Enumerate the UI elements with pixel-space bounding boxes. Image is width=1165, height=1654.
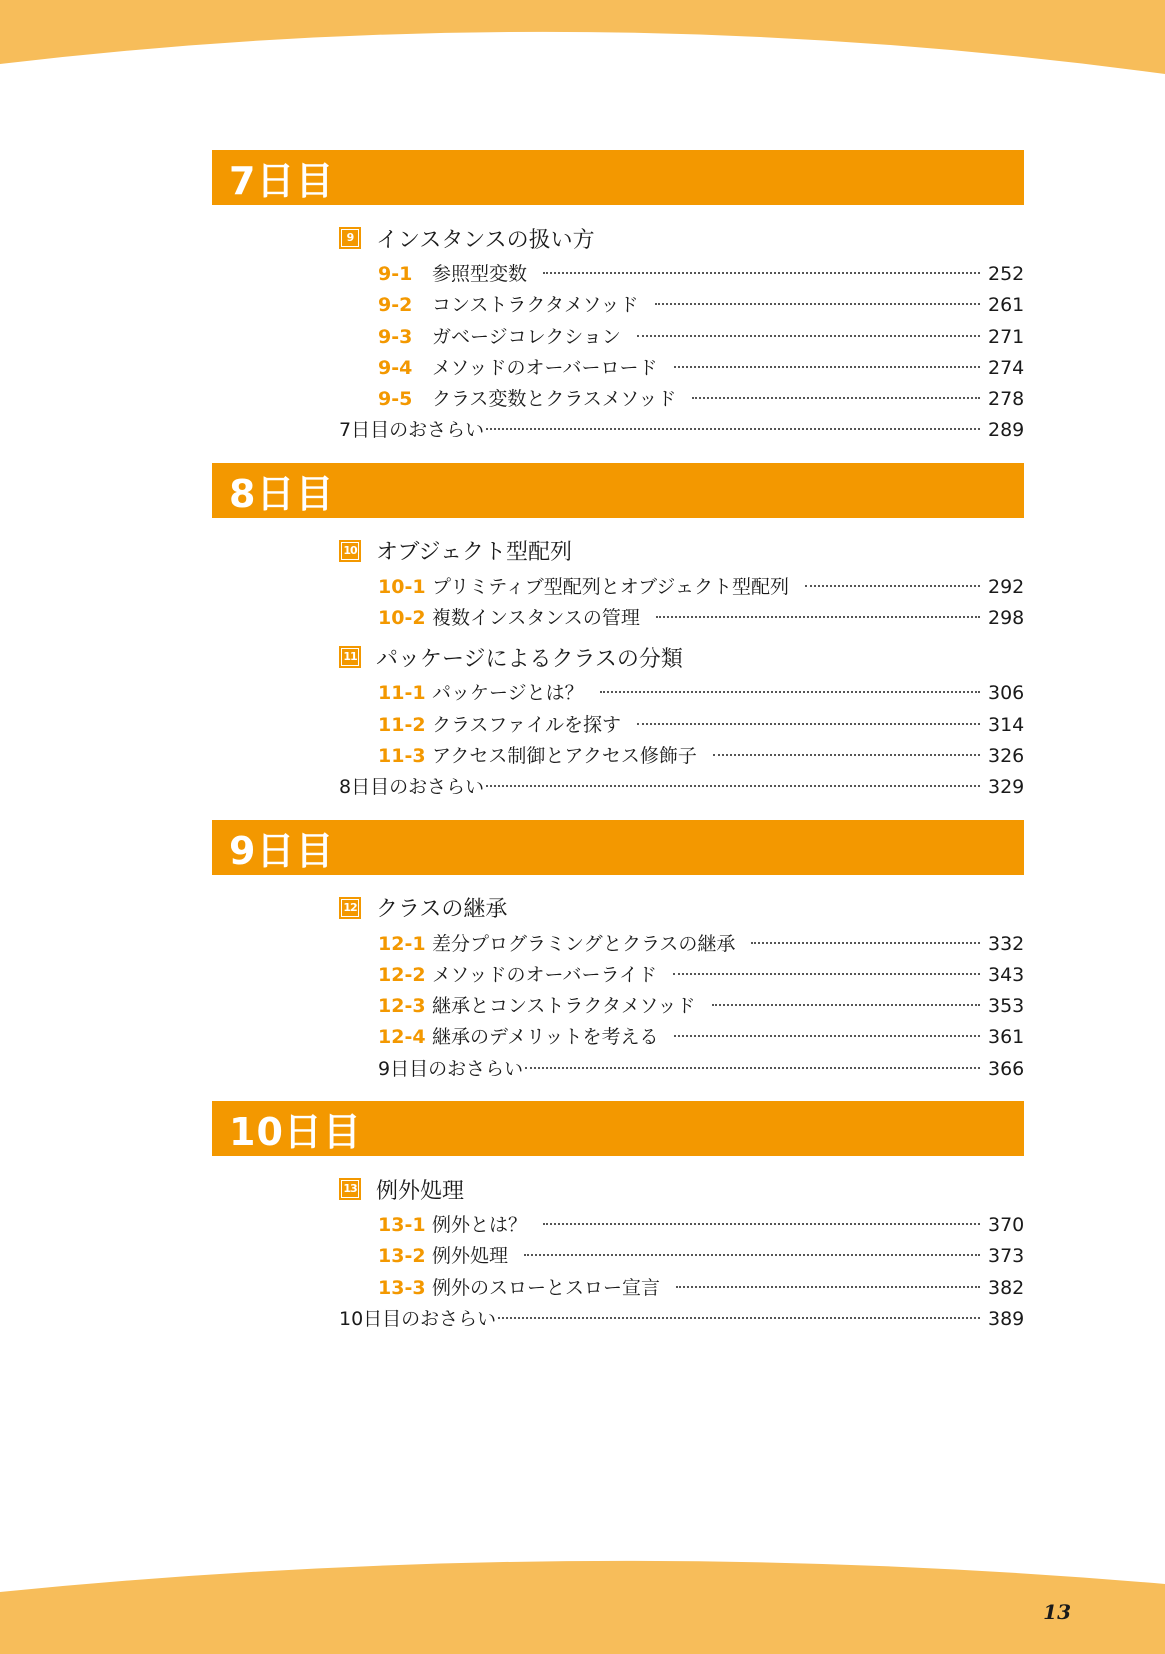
toc-entry[interactable] bbox=[378, 960, 1024, 991]
section-number: 9-5 bbox=[378, 388, 413, 411]
day-header bbox=[212, 150, 1024, 205]
leader-dots bbox=[673, 973, 980, 975]
section-title: メソッドのオーバーライド bbox=[432, 963, 657, 986]
top-wave-decoration bbox=[0, 0, 1165, 80]
section-title: パッケージとは？ bbox=[432, 682, 584, 705]
page-ref: 382 bbox=[988, 1276, 1025, 1299]
page-ref: 271 bbox=[988, 325, 1025, 348]
day-header bbox=[212, 1101, 1024, 1156]
section-number: 13-1 bbox=[378, 1214, 426, 1237]
section-title: 例外とは？ bbox=[432, 1214, 528, 1237]
page-ref: 252 bbox=[988, 263, 1025, 285]
toc-entry[interactable] bbox=[378, 603, 1024, 634]
page-ref: 332 bbox=[988, 932, 1025, 955]
chapter-number-badge: 11 bbox=[339, 646, 361, 668]
leader-dots bbox=[751, 942, 980, 944]
section-number: 12-1 bbox=[378, 932, 426, 955]
review-entry[interactable] bbox=[339, 1304, 1024, 1335]
page-ref: 329 bbox=[988, 776, 1025, 799]
page-ref: 389 bbox=[988, 1307, 1025, 1330]
leader-dots bbox=[637, 335, 980, 337]
section-number: 11-3 bbox=[378, 744, 426, 767]
day-title: 10日目 bbox=[229, 1110, 362, 1155]
chapter-title: インスタンスの扱い方 bbox=[376, 227, 595, 253]
section-number: 9-2 bbox=[378, 294, 413, 317]
review-entry[interactable] bbox=[339, 415, 1024, 446]
leader-dots bbox=[525, 1067, 980, 1069]
toc-entry[interactable] bbox=[378, 710, 1024, 741]
section-title: ガベージコレクション bbox=[432, 325, 621, 348]
page-ref: 261 bbox=[988, 294, 1025, 317]
day-header bbox=[212, 463, 1024, 518]
section-title: 例外処理 bbox=[432, 1245, 509, 1268]
toc-entry[interactable] bbox=[378, 1022, 1024, 1053]
leader-dots bbox=[676, 1286, 980, 1288]
page-ref: 370 bbox=[988, 1214, 1025, 1237]
toc-entry[interactable] bbox=[378, 991, 1024, 1022]
day-title: 8日目 bbox=[229, 471, 335, 516]
leader-dots bbox=[637, 723, 980, 725]
toc-entry[interactable] bbox=[378, 259, 1024, 290]
section-title: アクセス制御とアクセス修飾子 bbox=[432, 744, 697, 767]
page-ref: 373 bbox=[988, 1245, 1025, 1268]
chapter-number-badge: 9 bbox=[339, 227, 361, 249]
section-number: 9-1 bbox=[378, 263, 413, 285]
page-ref: 366 bbox=[988, 1057, 1025, 1080]
section-number: 11-2 bbox=[378, 713, 426, 736]
leader-dots bbox=[712, 1004, 980, 1006]
section-title: クラスファイルを探す bbox=[432, 713, 622, 736]
section-number: 12-3 bbox=[378, 995, 426, 1018]
section-title: 参照型変数 bbox=[432, 263, 528, 285]
review-entry[interactable] bbox=[378, 1054, 1024, 1085]
chapter-title: パッケージによるクラスの分類 bbox=[376, 646, 683, 672]
toc-entry[interactable] bbox=[378, 290, 1024, 321]
chapter-title: オブジェクト型配列 bbox=[376, 540, 573, 566]
section-title: 例外のスローとスロー宣言 bbox=[432, 1276, 661, 1299]
toc-entry[interactable] bbox=[378, 384, 1024, 415]
page-ref: 326 bbox=[988, 744, 1025, 767]
chapter-title: クラスの継承 bbox=[376, 897, 508, 923]
leader-dots bbox=[674, 1035, 980, 1037]
section-title: 継承のデメリットを考える bbox=[432, 1026, 659, 1049]
table-of-contents bbox=[212, 150, 1024, 1335]
leader-dots bbox=[524, 1254, 980, 1256]
review-title: 7日目のおさらい bbox=[339, 419, 485, 442]
leader-dots bbox=[543, 272, 980, 274]
chapter-number-badge: 13 bbox=[339, 1178, 361, 1200]
section-number: 13-2 bbox=[378, 1245, 426, 1268]
section-title: 差分プログラミングとクラスの継承 bbox=[432, 932, 736, 955]
leader-dots bbox=[543, 1223, 980, 1225]
chapter-heading[interactable] bbox=[339, 893, 1024, 923]
leader-dots bbox=[674, 366, 980, 368]
page-ref: 289 bbox=[988, 419, 1025, 442]
leader-dots bbox=[692, 397, 980, 399]
leader-dots bbox=[486, 428, 980, 430]
page-ref: 353 bbox=[988, 995, 1025, 1018]
toc-entry[interactable] bbox=[378, 1241, 1024, 1272]
page-ref: 298 bbox=[988, 607, 1025, 630]
section-title: メソッドのオーバーロード bbox=[432, 356, 658, 379]
chapter-title: 例外処理 bbox=[376, 1178, 465, 1204]
section-number: 13-3 bbox=[378, 1276, 426, 1299]
page-ref: 278 bbox=[988, 388, 1025, 411]
page-ref: 306 bbox=[988, 682, 1025, 705]
review-title: 9日目のおさらい bbox=[378, 1057, 524, 1080]
chapter-heading[interactable] bbox=[339, 223, 1024, 253]
section-number: 10-2 bbox=[378, 607, 426, 630]
toc-entry[interactable] bbox=[378, 1273, 1024, 1304]
leader-dots bbox=[498, 1317, 980, 1319]
day-title: 9日目 bbox=[229, 828, 335, 873]
page-number: 13 bbox=[1043, 1600, 1071, 1624]
section-title: 継承とコンストラクタメソッド bbox=[432, 995, 696, 1018]
section-number: 12-4 bbox=[378, 1026, 426, 1049]
toc-entry[interactable] bbox=[378, 353, 1024, 384]
section-title: コンストラクタメソッド bbox=[432, 294, 639, 317]
chapter-number-badge: 12 bbox=[339, 897, 361, 919]
day-title: 7日目 bbox=[229, 159, 335, 203]
chapter-heading[interactable] bbox=[339, 536, 1024, 566]
review-title: 10日目のおさらい bbox=[339, 1307, 497, 1330]
leader-dots bbox=[486, 785, 980, 787]
chapter-heading[interactable] bbox=[339, 1174, 1024, 1204]
section-number: 11-1 bbox=[378, 682, 426, 705]
section-number: 12-2 bbox=[378, 963, 426, 986]
toc-entry[interactable] bbox=[378, 929, 1024, 960]
page-ref: 292 bbox=[988, 575, 1025, 598]
day-header bbox=[212, 820, 1024, 875]
section-number: 10-1 bbox=[378, 575, 426, 598]
page-ref: 361 bbox=[988, 1026, 1025, 1049]
page-ref: 314 bbox=[988, 713, 1025, 736]
bottom-wave-decoration bbox=[0, 1544, 1165, 1654]
chapter-number-badge: 10 bbox=[339, 540, 361, 562]
section-number: 9-3 bbox=[378, 325, 413, 348]
toc-entry[interactable] bbox=[378, 741, 1024, 772]
toc-entry[interactable] bbox=[378, 1210, 1024, 1241]
page-ref: 274 bbox=[988, 356, 1025, 379]
page-ref: 343 bbox=[988, 963, 1025, 986]
toc-entry[interactable] bbox=[378, 678, 1024, 709]
review-entry[interactable] bbox=[339, 772, 1024, 803]
section-title: 複数インスタンスの管理 bbox=[432, 607, 640, 630]
chapter-heading[interactable] bbox=[339, 642, 1024, 672]
review-title: 8日目のおさらい bbox=[339, 776, 485, 799]
leader-dots bbox=[655, 303, 980, 305]
leader-dots bbox=[600, 691, 980, 693]
leader-dots bbox=[656, 616, 980, 618]
leader-dots bbox=[805, 585, 980, 587]
toc-entry[interactable] bbox=[378, 572, 1024, 603]
leader-dots bbox=[713, 754, 980, 756]
toc-entry[interactable] bbox=[378, 322, 1024, 353]
section-title: クラス変数とクラスメソッド bbox=[432, 388, 677, 411]
section-number: 9-4 bbox=[378, 356, 413, 379]
section-title: プリミティブ型配列とオブジェクト型配列 bbox=[432, 575, 790, 598]
